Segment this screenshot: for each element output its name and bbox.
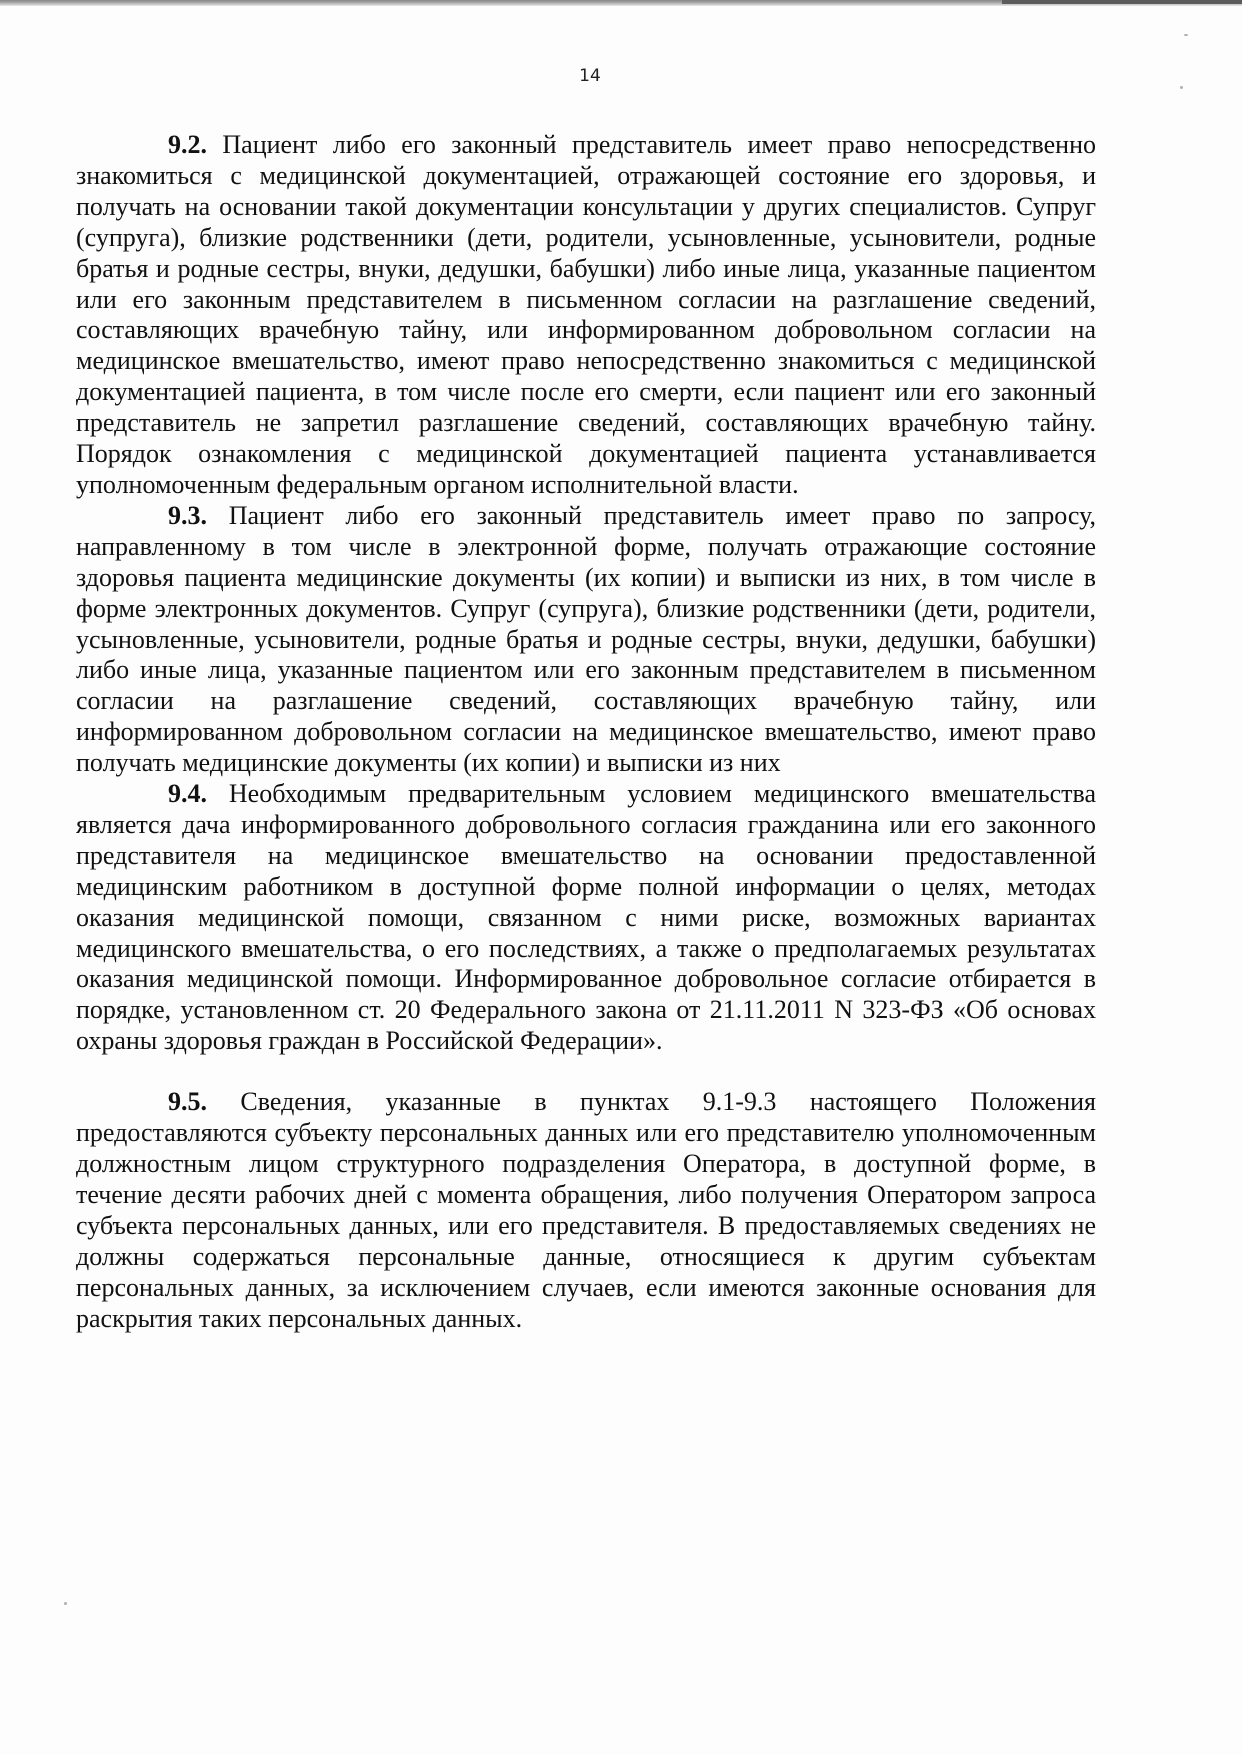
paragraph-text: Пациент либо его законный представитель имеет право по запросу, направленному в том числе в электронной форме, получать отражающие состояние здоровья пациента медицинские документы (их копии) и выписки из них, в том числе в форме электронных документов. Супруг (супруга), близкие родственники (дети, родители, усыновленные, усыновители, родные братья и родные сестры, внуки, дедушки, бабушки) либо иные лица, указанные пациентом или его законным представителем в письменном согласии на разглашение сведений, составляющих врачебную тайну, или информированном добровольном согласии на медицинское вмешательство, имеют право получать медицинские документы (их копии) и выписки из них (76, 500, 1096, 778)
paragraph-gap (76, 1057, 1096, 1087)
page-number: 14 (579, 66, 601, 86)
paragraph-9-4 (76, 779, 1096, 1057)
clause-number: 9.5. (168, 1087, 207, 1117)
clause-number: 9.2. (168, 130, 207, 159)
scan-edge-dark (1002, 0, 1242, 4)
clause-number: 9.3. (168, 500, 207, 530)
paragraph-9-3 (76, 501, 1096, 779)
scan-speck (1184, 34, 1188, 36)
scan-speck (1180, 86, 1183, 89)
document-body (76, 130, 1096, 1334)
paragraph-text: Необходимым предварительным условием медицинского вмешательства является дача информированного добровольного согласия гражданина или его законного представителя на медицинское вмешательство на основании предоставленной медицинским работником в доступной форме полной информации о целях, методах оказания медицинской помощи, связанном с ними риске, возможных вариантах медицинского вмешательства, о его последствиях, а также о предполагаемых результатах оказания медицинской помощи. Информированное добровольное согласие отбирается в порядке, установленном ст. 20 Федерального закона от 21.11.2011 N 323-ФЗ «Об основах охраны здоровья граждан в Российской Федерации». (76, 779, 1096, 1056)
clause-number: 9.4. (168, 779, 207, 809)
paragraph-text: Сведения, указанные в пунктах 9.1-9.3 настоящего Положения предоставляются субъекту персональных данных или его представителю уполномоченным должностным лицом структурного подразделения Оператора, в доступной форме, в течение десяти рабочих дней с момента обращения, либо получения Оператором запроса субъекта персональных данных, или его представителя. В предоставляемых сведениях не должны содержаться персональные данные, относящиеся к другим субъектам персональных данных, за исключением случаев, если имеются законные основания для раскрытия таких персональных данных. (76, 1087, 1096, 1333)
paragraph-text: Пациент либо его законный представитель имеет право непосредственно знакомиться с медицинской документацией, отражающей состояние его здоровья, и получать на основании такой документации консультации у других специалистов. Супруг (супруга), близкие родственники (дети, родители, усыновленные, усыновители, родные братья и родные сестры, внуки, дедушки, бабушки) либо иные лица, указанные пациентом или его законным представителем в письменном согласии на разглашение сведений, составляющих врачебную тайну, или информированном добровольном согласии на медицинское вмешательство, имеют право непосредственно знакомиться с медицинской документацией пациента, в том числе после его смерти, если пациент или его законный представитель не запретил разглашение сведений, составляющих врачебную тайну. Порядок ознакомления с медицинской документацией пациента устанавливается уполномоченным федеральным органом исполнительной власти. (76, 130, 1096, 499)
paragraph-9-5 (76, 1087, 1096, 1334)
paragraph-9-2 (76, 130, 1096, 501)
scan-speck (64, 1602, 67, 1605)
